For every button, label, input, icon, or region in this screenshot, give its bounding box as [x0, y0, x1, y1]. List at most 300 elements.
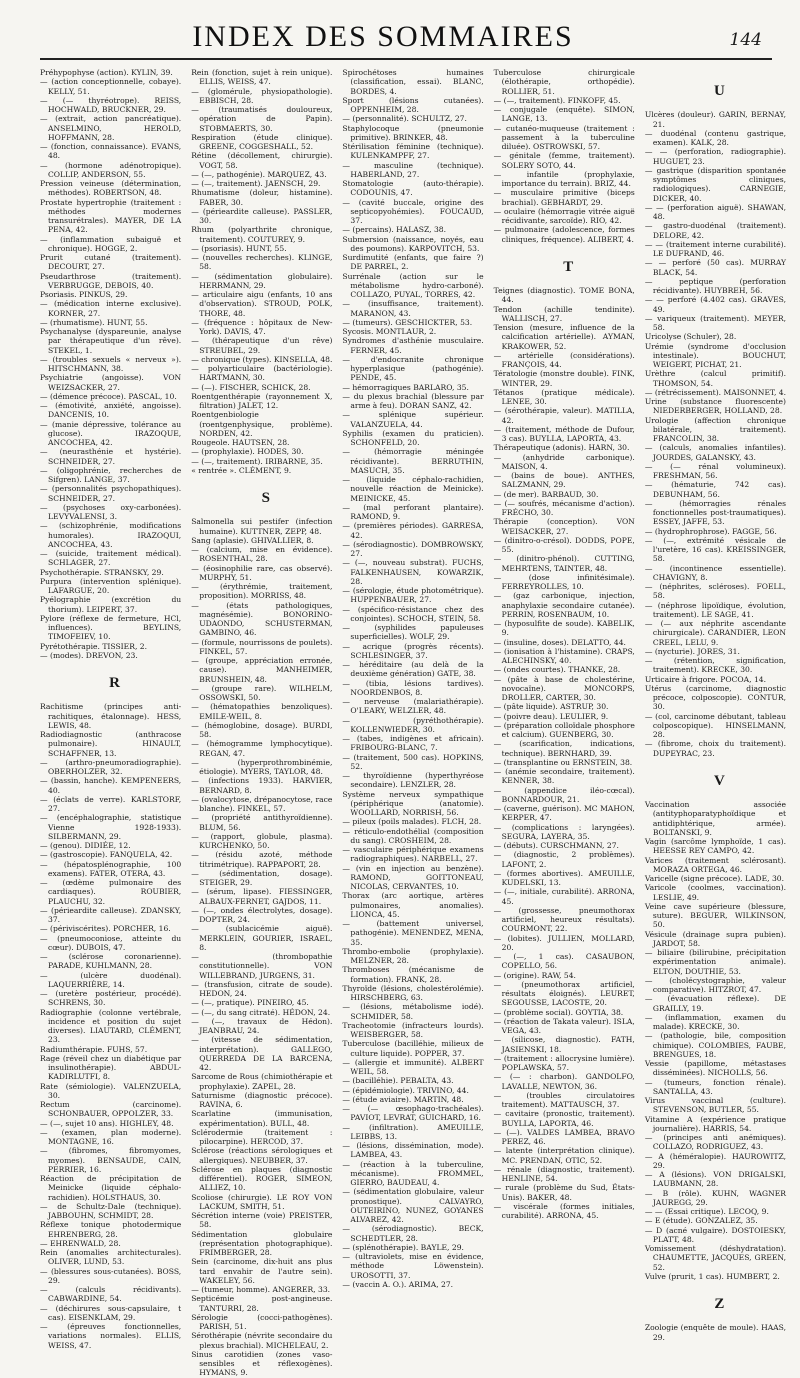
index-entry: — variqueux (traitement). MEYER, 58.	[644, 313, 787, 333]
section-letter: R	[109, 675, 121, 691]
index-entry: — (hyperprothrombinémie, étiologie). MYERS, TAYLOR, 48.	[191, 757, 333, 777]
index-entry: — (—). FISCHER, SCHICK, 28.	[191, 382, 311, 392]
index-entry: — (— œsophago-trachéales). PAVIOT, LEVRAT, GUICHARD, 16.	[342, 1104, 484, 1123]
index-entry: Septicémie post-angineuse. TANTURRI, 28.	[191, 1294, 333, 1313]
index-entry: — (traumatisés douloureux, opération de Papin). STOBMAERTS, 30.	[191, 105, 333, 133]
index-entry: Salmonella sui pestifer (infection humaine). KUTTNER, ZEPP, 48.	[191, 517, 333, 536]
index-entry: — cavitaire (pronostic, traitement). BUYLLA, LAPORTA, 46.	[493, 1109, 635, 1128]
index-entry: — (caverne, guérison). MC MAHON, KERPER, 47.	[493, 804, 635, 823]
index-entry: — (pyréthothérapie). KOLLENWIEDER, 30.	[342, 715, 484, 734]
index-entry: — (grossesse, pneumothorax artificiel, heureux résultats). COURMONT, 22.	[493, 905, 635, 934]
index-entry: — (hépatosplénographie, 100 examens). FATER, OTERA, 43.	[40, 859, 182, 878]
index-entry: Radiumthérapie. FUHS, 57.	[40, 1044, 148, 1054]
index-entry: — (—, 1 cas). CASAUBON, COPELLO, 56.	[493, 952, 635, 971]
index-entry: — D (acné vulgaire). DOSTOIESKY, PLATT, 48.	[644, 1225, 787, 1244]
section-letter: S	[261, 490, 270, 506]
index-column-5	[644, 68, 787, 1342]
index-entry: — (extrait, action pancréatique). ANSELMINO, HEROLD, HOFFMANN, 28.	[40, 114, 182, 142]
index-entry: Teignes (diagnostic). TOME BONA, 44.	[493, 286, 635, 305]
index-entry: — (premières périodes). GARRESA, 42.	[342, 521, 484, 540]
index-entry: Pyrétothérapie. TISSIER, 2.	[40, 641, 148, 651]
index-entry: — (périeardite calleuse). ZDANSKY, 37.	[40, 905, 182, 925]
index-entry: — (réaction de Takata valeur). ISLA, VEGA, 43.	[493, 1016, 635, 1036]
index-entry: Scoliose (chirurgie). LE ROY VON LACKUM, SMITH, 51.	[191, 1192, 333, 1211]
index-entry: Sclérodermie (traitement : pilocarpine). HERCOD, 37.	[191, 1127, 333, 1147]
page-title: INDEX DES SOMMAIRES	[192, 20, 574, 53]
index-entry: — thyroïdienne (hyperthyréose secondaire). LENZLER, 28.	[342, 771, 484, 790]
index-entry: — pulmonaire (adolescence, formes cliniques, fréquence). ALIBERT, 4.	[493, 225, 635, 244]
index-entry: — viscérale (formes initiales, curabilité). ARRONA, 45.	[493, 1201, 635, 1221]
index-entry: — (groupe rare). WILHELM, OSSOWSKI, 50.	[191, 683, 333, 703]
page-header	[40, 0, 786, 64]
index-entry: Tuberculose chirurgicale (élothérapie, orthopédie). ROLLIER, 51.	[493, 68, 635, 96]
index-entry: Syphilis (examen du praticien). SCHONFELD, 20.	[342, 428, 484, 447]
index-entry: — rurale (problème du Sud, États-Unis). BAKER, 48.	[493, 1183, 635, 1202]
index-entry: — vasculaire périphérique examens radiographiques). NARBELL, 27.	[342, 845, 484, 864]
index-entry: Sycosis. MONTLAUR, 2.	[342, 327, 437, 336]
index-entry: — (dinitro-o-crésol). DODDS, POPE, 55.	[493, 535, 635, 555]
index-entry: Sport (lésions cutanées). OPPENHEIM, 28.	[342, 95, 484, 114]
index-entry: — (ovalocytose, drépanocytose, race blanche). FINKEL, 57.	[191, 794, 333, 814]
index-entry: — (psoriasis). HUNT, 55.	[191, 243, 287, 253]
index-entry: Urticaire à frigore. POCOA, 14.	[644, 674, 767, 684]
index-entry: Zoologie (enquête de moule). HAAS, 29.	[644, 1323, 787, 1342]
index-entry: — (calculs, anomalies infantiles). JOURDES, GALANSKY, 43.	[644, 443, 787, 462]
index-entry: — (formes abortives). AMEUILLE, KUDELSKI, 13.	[493, 868, 635, 888]
index-entry: — A (héméralopie). HAUROWITZ, 29.	[644, 1151, 787, 1170]
section-letter: T	[563, 258, 574, 275]
index-entry: Rachitisme (principes anti-rachitiques, étalonnage). HESS, LEWIS, 48.	[40, 702, 182, 730]
section-letter: V	[713, 772, 725, 789]
index-entry: — (mal perforant plantaire). RAMOND, 9.	[342, 502, 484, 521]
index-entry: Stomatologie (auto-thérapie). CODOUNIS, 47.	[342, 179, 484, 198]
index-entry: — (rhumatisme). HUNT, 55.	[40, 317, 148, 327]
index-entry: Sérothérapie (névrite secondaire du plexus brachial). MICHELEAU, 2.	[191, 1331, 333, 1350]
index-entry: — (thrombopathie constitutionnelle). VON WILLEBRAND, JURGENS, 31.	[191, 952, 333, 980]
index-entry: — (scarification, indications, technique). BERNHARD, 39.	[493, 739, 635, 758]
index-entry: — hémorragiques BARLARO, 35.	[342, 382, 469, 392]
index-entry: — (manie dépressive, tolérance au glucose). IRAZOQUE, ANCOCHEA, 42.	[40, 419, 182, 447]
index-entry: — (réaction à la tuberculine, mécanisme). FROMMEL, GIERRO, BAUDEAU, 4.	[342, 1159, 484, 1187]
index-entry: — articulaire aigu (enfants, 10 ans d'observation). STROUD, POLK, THORE, 48.	[191, 290, 333, 318]
index-entry: — (spécifico-résistance chez des conjointes). SCHOCH, STEIN, 58.	[342, 604, 484, 623]
index-entry: — (traitement : allocrysine lumière). POPLAWSKA, 57.	[493, 1053, 635, 1073]
index-entry: Scarlatine (immunisation, expérimentation). BULL, 48.	[191, 1109, 333, 1128]
index-entry: Spirochétoses humaines (classification, essai). BLANC, BORDES, 4.	[342, 68, 484, 96]
index-entry: Prurit cutané (traitement). DECOURT, 27.	[40, 253, 182, 272]
index-entry: Pseudarthrose (traitement). VERBRUGGE, DEBOIS, 40.	[40, 271, 182, 290]
index-entry: Vessie (papillome, métastases disséminées). NICHOLLS, 56.	[644, 1059, 787, 1078]
index-entry: — (étude aviaire). MARTIN, 48.	[342, 1094, 464, 1104]
index-entry: Varices (traitement sclérosant). MORAZA ORTEGA, 46.	[644, 855, 787, 874]
index-entry: Sein (carcinome, dix-huit ans plus tard envahir de l'autre sein). WAKELEY, 56.	[191, 1257, 333, 1285]
index-entry: Tendon (achille tendinite). WALLISCH, 27.	[493, 304, 635, 323]
index-entry: Préhypophyse (action). KYLIN, 39.	[40, 68, 173, 77]
index-entry: — (lobites). JULLIEN, MOLLARD, 20.	[493, 933, 635, 952]
index-entry: Utérus (carcinome, diagnostic précoce, colposcopie). CONTUR, 30.	[644, 683, 787, 712]
index-entry: Thérapeutique (adonis). HARN, 30.	[493, 443, 630, 453]
index-entry: — (hyposulfite de soude). KABELIK, 9.	[493, 619, 635, 638]
index-entry: Vaccination associée (antityphoparatyphoïdique et antidiphtérique, armée). BOLTANSKI, 9.	[644, 800, 787, 837]
index-entry: Psoriasis. PINKUS, 29.	[40, 290, 128, 299]
index-entry: — (ultraviolets, mise en évidence, méthode Löwenstein). UROSOTTI, 37.	[342, 1252, 484, 1280]
index-entry: — (sublacicémie aiguë). MERKLEIN, GOURIER, ISRAEL, 8.	[191, 924, 333, 952]
index-entry: — (arthro-pneumoradiographie). OBERHOLZER, 32.	[40, 757, 182, 777]
index-entry: — (cholécystographie, valeur comparative). HITZROT, 47.	[644, 975, 787, 995]
index-entry: — (—, extrémité vésicale de l'uretère, 16 cas). KREISSINGER, 58.	[644, 535, 787, 564]
index-entry: Varicelle (signe précoce). LADE, 30.	[644, 874, 785, 884]
index-entry: Rhumatisme (doleur, histamine). FABER, 30.	[191, 188, 333, 207]
index-entry: Thérapie (conception). VON WEISACKER, 27.	[493, 517, 635, 536]
index-entry: Sérologie (cocci-pathogènes). PARISH, 51.	[191, 1312, 333, 1332]
index-entry: Urèthre (calcul primitif). THOMSON, 54.	[644, 369, 787, 388]
index-entry: — (fonction, connaissance). EVANS, 48.	[40, 142, 182, 161]
index-entry: Tétanos (pratique médicale). LENEE, 30.	[493, 387, 635, 407]
index-entry: Rectum (carcinome). SCHONBAUER, OPPOLZER, 33.	[40, 1100, 182, 1119]
index-entry: — (neurasthénie et hystérie). SCHNEIDER, 27.	[40, 447, 182, 466]
index-entry: Urologie (affection chronique bilatérale, traitement). FRANCOLIN, 38.	[644, 415, 787, 444]
index-entry: — (hormone adénotropique). COLLIP, ANDERSON, 55.	[40, 160, 182, 179]
section-letter: U	[713, 83, 725, 99]
index-entry: Virus vaccinal (culture). STEVENSON, BUTLER, 55.	[644, 1096, 787, 1115]
index-entry: — (infiltration). AMEUILLE, LEIBBS, 13.	[342, 1122, 484, 1141]
index-entry: — gastro-duodénal (traitement). DELORE, 42.	[644, 221, 787, 240]
index-entry: — réticulo-endothélial (composition du sang). CROSHEIM, 28.	[342, 826, 484, 845]
index-entry: Saturnisme (diagnostic précoce). RAVINA, 6.	[191, 1090, 333, 1110]
index-entry: — (inflammation subaiguë et chronique). HOGGE, 2.	[40, 234, 182, 253]
index-entry: — (splénothérapie). BAYLE, 29.	[342, 1242, 464, 1252]
index-entry: — (gastroscopie). FANQUELA, 42.	[40, 850, 173, 860]
index-entry: Sinus carotidien (zones vaso-sensibles et réflexogènes). HYMANS, 9.	[191, 1349, 333, 1378]
index-entry: — (sédimentation, dosage). STEIGER, 29.	[191, 868, 333, 888]
index-entry: — (prophylaxie). HODES, 30.	[191, 447, 304, 457]
index-entry: — (examen, plan moderne). MONTAGNE, 16.	[40, 1127, 182, 1147]
index-entry: — (transfusion, citrate de soude). HEDON, 24.	[191, 979, 333, 999]
index-entry: Veine cave supérieure (blessure, suture). BEGUER, WILKINSON, 50.	[644, 901, 787, 930]
index-entry: — (complications : laryngées). SEGURA, LAYERA, 35.	[493, 822, 635, 841]
index-entry: — (inflammation, examen du malade). KRECKE, 30.	[644, 1012, 787, 1032]
index-entry: Sédimentation globulaire (représentation photographique). FRIMBERGER, 28.	[191, 1229, 333, 1258]
index-entry: — (personnalité). SCHULTZ, 27.	[342, 114, 467, 124]
index-entry: — masculine (technique). HABERLAND, 27.	[342, 160, 484, 179]
index-entry: Staphylocoque (pneumonie primitive). BRINKER, 48.	[342, 123, 484, 142]
index-entry: — (pâte liquide). ASTRUP, 30.	[493, 702, 609, 712]
index-entry: Urémie (syndrome d'occlusion intestinale). BOUCHUT, WEIGERT, PICHAT, 21.	[644, 341, 787, 370]
index-entry: — conjugale (enquête). SIMON, LANGE, 13.	[493, 105, 635, 124]
index-entry: — (lésions, métabolisme iodé). SCHMIDER, 58.	[342, 1002, 484, 1021]
index-entry: — (—, nouveau substrat). FUCHS, FALKENHAUSEN, KOWARZIK, 28.	[342, 558, 484, 586]
index-entry: — (formule, nourrissons de poulets). FINKEL, 57.	[191, 637, 333, 656]
index-entry: — (—, initiale, curabilité). ARRONA, 45.	[493, 887, 635, 906]
index-entry: Uricolyse (Schuler), 28.	[644, 332, 737, 342]
index-entry: — (schizophrénie, modifications humorales). IRAZOQUI, ANCOCHEA, 43.	[40, 521, 182, 549]
index-entry: — cutanéo-muqueuse (traitement : passement à la tuberculine diluée). OSTROWSKI, 57.	[493, 123, 635, 151]
index-entry: — (incontinence essentielle). CHAVIGNY, 8.	[644, 563, 787, 582]
index-entry: — (propriété antithyroïdienne). BLUM, 56.	[191, 813, 333, 832]
index-entry: — (— thyréotrope). REISS, HOCHWALD, BRUCKNER, 29.	[40, 95, 182, 114]
index-entry: — (poivre deau). LEULIER, 9.	[493, 711, 609, 721]
index-entry: Respiration (étude clinique). GREENE, COGGESHALL, 52.	[191, 132, 333, 151]
index-entry: — (traitement, 500 cas). HOPKINS, 52.	[342, 752, 484, 771]
index-entry: — (de mer). BARBAUD, 30.	[493, 489, 599, 499]
index-entry: Sclérose (réactions sérologiques et allergiques). NEUBBER, 37.	[191, 1146, 333, 1165]
index-entry: — (troubles circulatoires traitement). MATTAUSCH, 37.	[493, 1090, 635, 1110]
index-entry: Submersion (naissance, noyés, eau des poumons). KARPOVITCH, 53.	[342, 234, 484, 253]
index-entry: — nerveuse (malariathérapie). O'LEARY, WELZLER, 48.	[342, 697, 484, 716]
index-entry: — (sérum, lipase). FIESSINGER, ALBAUX-FERNET, GAJDOS, 11.	[191, 887, 333, 906]
index-entry: Psychiatrie (angoisse). VON WEIZSACKER, 27.	[40, 373, 182, 392]
index-entry: Pyélographie (excrétion du thorium). LEIPERT, 37.	[40, 595, 182, 614]
index-entry: — (ulcère duodénal). LAQUERRIÈRE, 14.	[40, 970, 182, 989]
index-entry: — (problème social). GOYTIA, 38.	[493, 1007, 624, 1017]
index-entry: Sclérose en plaques (diagnostic différentiel). ROGER, SIMEON, ALLIEZ, 10.	[191, 1164, 333, 1193]
index-entry: — (psychoses oxy-carbonées). LEVYVALENSI, 3.	[40, 502, 182, 521]
index-entry: — (lésions, dissémination, mode). LAMBEA, 43.	[342, 1141, 484, 1160]
index-entry: — latente (interprétation clinique). MC. PRENDAN, OTIC, 52.	[493, 1146, 635, 1165]
index-entry: Rein (anomalies architecturales). OLIVER, LUND, 53.	[40, 1248, 182, 1267]
index-entry: — — perforé (4.402 cas). GRAVES, 49.	[644, 295, 787, 314]
index-entry: Vagin (sarcôme lymphoïde, 1 cas). HEESSE REY CAMPO, 42.	[644, 837, 787, 856]
index-entry: — artérielle (considérations). FRANÇOIS, 44.	[493, 350, 635, 370]
index-entry: Tuberculose (bacilléhie, milieux de culture liquide). POPPER, 37.	[342, 1039, 484, 1058]
index-entry: — (diagnostic, 2 problèmes). LAFONT, 2.	[493, 850, 635, 869]
index-entry: — (—, pratique). PINEIRO, 45.	[191, 998, 309, 1008]
index-entry: — (émotivité, anxiété, angoisse). DANCENIS, 10.	[40, 401, 182, 420]
index-entry: — (thérapeutique d'un rêve) STREUBEL, 29.	[191, 336, 333, 355]
index-entry: — (hydrophrophrose). FAGGE, 56.	[644, 526, 777, 536]
index-entry: — (— aux néphrite ascendante chirurgicale). CARANDIER, LEON CREEL, LELU, 9.	[644, 619, 787, 647]
index-entry: — (sclérose coronarienne). PARADE, KUHLMANN, 28.	[40, 952, 182, 971]
index-entry: — (épidémiologie). TRIVINO, 44.	[342, 1085, 469, 1095]
index-entry: — (traitement, méthode de Dufour, 3 cas). BUYLLA, LAPORTA, 43.	[493, 424, 635, 444]
index-entry: — (infections 1933). HARVIER, BERNARD, 8.	[191, 776, 333, 795]
index-entry: — (éosinophilie rare, cas observé). MURPHY, 51.	[191, 563, 333, 582]
index-entry: Purpura (intervention splénique). LAFARGUE, 20.	[40, 576, 182, 595]
index-column-1	[40, 68, 182, 1350]
index-entry: Varicole (coolmes, vaccination). LESLIE, 49.	[644, 883, 787, 902]
index-entry: Tracheotomie (infracteurs lourds). WEISBERGER, 58.	[342, 1020, 484, 1039]
index-entry: — (sérodiagnostic). DOMBROWSKY, 27.	[342, 539, 484, 558]
index-entry: — (hémogramme lymphocytique). REGAN, 47.	[191, 739, 333, 758]
index-entry: Thrombo-embolie (prophylaxie). MELZNER, 28.	[342, 946, 484, 965]
index-entry: — (hématopathies benzoliques). EMILE-WEIL, 8.	[191, 702, 333, 721]
index-entry: — (périviscérites). PORCHER, 16.	[40, 924, 171, 934]
index-entry: — (genou). DIDIÉE, 12.	[40, 841, 131, 851]
index-entry: Rein (fonction, sujet à rein unique). ELLIS, WEISS, 47.	[191, 68, 333, 87]
index-entry: — (groupe, appréciation erronée, cause). MANHEIMER, BRUNSHEIN, 48.	[191, 656, 333, 684]
index-entry: — (bacilléhie). PEBALTA, 43.	[342, 1076, 454, 1086]
index-entry: — — (perforation, radiographie). HUGUET, 23.	[644, 147, 787, 166]
index-entry: Roentgenthérapie (rayonnement X, filtration) JALET, 12.	[191, 391, 333, 410]
index-column-4	[493, 68, 635, 1221]
index-entry: — polyarticulaire (bactériologie). HARTMANN, 30.	[191, 364, 333, 383]
index-entry: — (préparation colloïdale phosphore et calcium). GUENBERG, 30.	[493, 720, 635, 740]
index-entry: — (transplantine ou ERNSTEIN, 38.	[493, 757, 633, 767]
index-entry: Réflexe tonique photodermique EHRENBERG, 28.	[40, 1220, 182, 1239]
index-entry: — (pneumothorax artificiel, résultats éloignés). LEURET, SEGOUSSE, LACOSTE, 20.	[493, 979, 635, 1008]
index-entry: — (glomérule, physiopathologie). EBBISCH, 28.	[191, 86, 333, 105]
index-entry: — (pâte à base de cholestérine, novocaïne). MONCORPS, DROLLER, CARTER, 30.	[493, 674, 635, 703]
index-entry: Ulcères (douleur). GARIN, BERNAY, 21.	[644, 110, 787, 129]
index-entry: — — (perforation aiguë). SHAWAN, 48.	[644, 202, 787, 222]
index-entry: — (—, travaux de Hédon). JEANBRAU, 24.	[191, 1016, 333, 1036]
index-entry: Sang (aplasie). GHIVALLIER, 8.	[191, 535, 314, 545]
index-entry: — — (Essai critique). LECOQ, 9.	[644, 1207, 769, 1217]
index-entry: Surdimutité (enfants, que faire ?) DE PARREL, 2.	[342, 253, 484, 272]
index-entry: — (déchirures sous-capsulaire, t cas). EISENKLAM, 29.	[40, 1303, 182, 1322]
index-entry: — (tumeurs, fonction rénale). SANTALLA, 43.	[644, 1077, 787, 1096]
index-entry: — (résidu azoté, méthode titrimétrique). RAPPAPORT, 28.	[191, 850, 333, 869]
index-entry: — (fibrome, choix du traitement). DUPEYRAC, 23.	[644, 739, 787, 758]
index-entry: — (nouvelles recherches). KLINGE, 58.	[191, 253, 333, 272]
index-entry: Pression veineuse (détermination, méthodes). ROBERTSON, 48.	[40, 179, 182, 198]
index-entry: — — perforé (50 cas). MURRAY BLACK, 54.	[644, 258, 787, 277]
index-entry: — (battement universel, pathogénie). MENENDEZ, MENA, 35.	[342, 919, 484, 947]
index-entry: — EHRENWALD, 28.	[40, 1238, 121, 1248]
index-entry: — (gaz carbonique, injection, anaphylaxie secondaire cutanée). PERRIN, ROSENBAUM, 10.	[493, 591, 635, 619]
index-entry: Rhum (polyarthrite chronique, traitement). COUTUREY, 9.	[191, 225, 333, 244]
index-entry: — (hémoglobine, dosage). BURDI, 58.	[191, 720, 333, 740]
index-entry: — (personnalités psychopathiques). SCHNEIDER, 27.	[40, 484, 182, 503]
index-entry: Stérilisation féminine (technique). KULENKAMPFF, 27.	[342, 142, 484, 161]
index-entry: Rate (sémiologie). VALENZUELA, 30.	[40, 1081, 182, 1100]
index-entry: — (percains). HALASZ, 38.	[342, 225, 447, 235]
index-entry: Psychanalyse (dyspareunie, analyse par thérapeutique d'un rêve). STEKEL, 1.	[40, 327, 182, 355]
index-entry: — (bassin, hanche). KEMPENEERS, 40.	[40, 776, 182, 795]
index-entry: — chronique (types). KINSELLA, 48.	[191, 354, 333, 364]
index-entry: Radiodiagnostic (anthracose pulmonaire). HINAULT, SCHAFFNER, 13.	[40, 730, 182, 758]
index-entry: Thyroïde (lésions, cholestérolémie). HIRSCHBERG, 63.	[342, 983, 484, 1002]
index-entry: — A (lésions). VON DRIGALSKI, LAUBMANN, 28.	[644, 1170, 787, 1189]
index-entry: — (silicose, diagnostic). FATH, JASIENSKI, 18.	[493, 1035, 635, 1054]
index-entry: — (bains de boue). ANTHES, SALZMANN, 29.	[493, 471, 635, 490]
index-entry: Tératologie (monstre double). FINK, WINTER, 29.	[493, 369, 635, 388]
index-entry: — (dinitro-phénol). CUTTING, MEHRTENS, TAINTER, 48.	[493, 554, 635, 573]
header-rule	[40, 58, 772, 60]
index-entry: Thorax (arc aortique, artères pulmonaires, anomalies). LIONCA, 45.	[342, 891, 484, 919]
index-entry: — biliaire (bilirubine, précipitation expérimentation animale). ELTON, DOUTHIE, 53.	[644, 948, 787, 976]
index-entry: — (périeardite calleuse). PASSLER, 30.	[191, 206, 333, 225]
index-entry: — (démence précoce). PASCAL, 10.	[40, 391, 177, 401]
index-entry: — (dose infinitésimale). FERREYROLLES, 10.	[493, 572, 635, 592]
index-entry: Psychothérapie. STRANSKY, 29.	[40, 567, 164, 577]
index-entry: — (syphilides papuleuses superficielles). WOLF, 29.	[342, 623, 484, 642]
index-entry: — (sédimentation globulaire). HERRMANN, 29.	[191, 271, 333, 290]
index-entry: — (action conceptionnelle, cobaye). KELLY, 51.	[40, 77, 182, 96]
index-entry: — (blessures sous-cutanées). BOSS, 29.	[40, 1266, 182, 1285]
index-entry: — (—, traitement). IRIBARNE, 35.	[191, 456, 323, 466]
index-entry: Pylore (réflexe de fermeture, HCl, influences). BEYLINS, TIMOFEIEV, 10.	[40, 613, 182, 642]
index-entry: — (troubles sexuels « nerveux »). HITSCHMANN, 38.	[40, 354, 182, 373]
index-entry: — musculaire primitive (biceps brachial). GEBHARDT, 29.	[493, 188, 635, 207]
index-entry: Rougeole. HAUTSEN, 28.	[191, 438, 290, 447]
index-entry: — (calculs récidivants). CABWARDINE, 54.	[40, 1285, 182, 1304]
index-entry: — (tabes, indigènes et africain). FRIBOURG-BLANC, 7.	[342, 734, 484, 753]
index-entry: — rénale (diagnostic, traitement). HENLINE, 54.	[493, 1164, 635, 1184]
index-entry: — (liquide céphalo-rachidien, nouvelle réaction de Meinicke). MEINICKE, 45.	[342, 475, 484, 503]
index-entry: Roentgenbiologie (roentgenphysique, problème). NORDEN, 42.	[191, 410, 333, 438]
index-entry: — (pneumoconiose, atteinte du cœur). DUBOIS, 47.	[40, 933, 182, 952]
index-column-2	[191, 68, 333, 1378]
index-entry: — oculaire (hémorragie vitrée aiguë récidivante, sarcoïde). RIO, 42.	[493, 206, 635, 225]
index-entry: — (hémorragies rénales fonctionnelles post-traumatiques). ESSEY, JAFFE, 53.	[644, 498, 787, 527]
index-entry: — (calcium, mise en évidence). ROSENTHAL, 28.	[191, 545, 333, 564]
index-column-3	[342, 68, 484, 1289]
index-entry: — (rapport, globule, plasma). KURCHENKO, 50.	[191, 831, 333, 851]
index-entry: — héréditaire (au delà de la deuxième génération) GATE, 38.	[342, 660, 484, 679]
index-entry: — acrique (progrès récents). SCHLESINGER, 37.	[342, 641, 484, 660]
index-entry: Système nerveux sympathique (périphérique (anatomie). WOOLLARD, NORRISH, 56.	[342, 789, 484, 817]
index-entry: — (ionisation à l'histamine). CRAPS, ALECHINSKY, 40.	[493, 646, 635, 666]
index-entry: — (sédimentation globulaire, valeur pronostique). CALVAYRO, OUTEIRINO, NUNEZ, GOYANES ALVAREZ, 42.	[342, 1187, 484, 1224]
index-entry: — — (traitement interne curabilité). LE DUFRAND, 46.	[644, 239, 787, 259]
index-entry: Vésicule (drainage supra pubien). JARDOT, 58.	[644, 929, 787, 948]
index-entry: Surrénale (action sur le métabolisme hydro-carboné). COLLAZO, PUYAL, TORRES, 42.	[342, 271, 484, 299]
section-letter: Z	[714, 1296, 725, 1313]
index-entry: — (épreuves fonctionnelles, variations normales). ELLIS, WEISS, 47.	[40, 1322, 182, 1350]
index-entry: — (hémorragie méningée récidivante). BERRUTHIN, MASUCH, 35.	[342, 447, 484, 475]
index-entry: — (—, pathogénie). MARQUEZ, 43.	[191, 169, 327, 179]
index-entry: — (sérothérapie, valeur). MATILLA, 42.	[493, 406, 635, 425]
index-entry: — (anhydride carbonique). MAISON, 4.	[493, 452, 635, 471]
index-entry: — (nycturie). JORES, 31.	[644, 646, 740, 656]
index-columns	[40, 68, 787, 1378]
index-entry: — (—). VALDES LAMBEA, BRAVO PEREZ, 46.	[493, 1127, 635, 1147]
index-entry: — (tibia, lésions tardives). NOORDENBOS, 8.	[342, 678, 484, 697]
index-entry: — (vin en injection au benzène). RAMOND, GOITTONEAU, NICOLAS, CERVANTES, 10.	[342, 863, 484, 891]
index-entry: — (anémie secondaire, traitement). KENNER, 38.	[493, 767, 635, 786]
index-entry: — pileux (poils malades). FLCH, 28.	[342, 817, 482, 827]
index-entry: — (suicide, traitement médical). SCHLAGER, 27.	[40, 549, 182, 568]
index-entry: Vomissement (déshydratation). CHAUMETTE, JACQUES, GREEN, 52.	[644, 1244, 787, 1272]
index-entry: Radiographie (colonne vertébrale, incidence et position du sujet diverses). LIAUTARD, CLÉMENT, 23.	[40, 1007, 182, 1045]
index-entry: — (— : charbon). GANDOLFO, LAVALLE, NEWTON, 36.	[493, 1072, 635, 1091]
index-entry: — (—, traitement). FINKOFF, 45.	[493, 95, 621, 105]
index-entry: — (sérodiagnostic). BECK, SCHEDTLER, 28.	[342, 1224, 484, 1243]
index-entry: — (éclats de verre). KARLSTORF, 27.	[40, 794, 182, 814]
index-entry: — (origine). RAW, 54.	[493, 970, 576, 980]
index-entry: — (appendice iléo-cœcal). BONNARDOUR, 21.	[493, 785, 635, 804]
index-entry: — E (étude). GONZALEZ, 35.	[644, 1216, 758, 1226]
index-entry: — (médication interne exclusive). KORNER, 27.	[40, 299, 182, 318]
index-entry: Rage (réveil chez un diabétique par insulinothérapie). ABDUL-KADIRLUTFI, 8.	[40, 1053, 182, 1082]
index-entry: Prostate hypertrophie (traitement : méthodes modernes transurétrales). MAYER, DE LA PENA, 42.	[40, 197, 182, 235]
index-entry: — (insuline, doses). DELATTO, 44.	[493, 637, 626, 647]
index-entry: — (fibromes, fibromyomes, myomes). BENSAUDE, CAIN, PERRIER, 16.	[40, 1146, 182, 1174]
index-entry: — (érythrémie, traitement, proposition). MORRISS, 48.	[191, 582, 333, 601]
index-entry: Vulve (prurit, 1 cas). HUMBERT, 2.	[644, 1271, 780, 1281]
index-entry: — (oligophrénie, recherches de Sifgren). LANGE, 37.	[40, 465, 182, 484]
index-entry: — (— soufrés, mécanisme d'action). FRÉCHO, 30.	[493, 498, 635, 518]
index-entry: — (néphrose lipoïdique, évolution, traitement). LE SAGE, 41.	[644, 600, 787, 619]
index-entry: — (principes anti anémiques). COLLAZO, RODRIGUEZ, 43.	[644, 1133, 787, 1152]
index-entry: — d'endocranite chronique hyperplasique (pathogénie). PENDE, 45.	[342, 354, 484, 383]
index-entry: Réaction de précipitation de Meinicke (liquide céphalo-rachidien). HOLSTHAUS, 30.	[40, 1174, 182, 1202]
index-entry: — (sérologie, étude photométrique). HUPPENBAUER, 27.	[342, 586, 484, 605]
index-entry: — splénique supérieur. VALANZUELA, 44.	[342, 410, 484, 429]
index-entry: — (—, sujet 10 ans). HIGHLEY, 48.	[40, 1118, 174, 1128]
index-entry: — (fréquence : hôpitaux de New-York). DAVIS, 47.	[191, 317, 333, 336]
index-entry: Sécrétion interne (voie) PREISTER, 58.	[191, 1211, 333, 1230]
index-entry: — du plexus brachial (blessure par arme à feu). DORAN SANZ, 42.	[342, 391, 484, 410]
index-entry: — (— rénal volumineux). FRESHMAN, 56.	[644, 461, 787, 481]
index-entry: — (uretère postérieur, procédé). SCHRENS, 30.	[40, 989, 182, 1008]
index-entry: — (tumeur, homme). ANGERER, 33.	[191, 1285, 331, 1295]
index-entry: — (modes). DREVON, 23.	[40, 650, 138, 660]
index-entry: — (évacuation réflexe). DE GRAILLY, 19.	[644, 994, 787, 1013]
index-entry: — (—, ondes électrolytes, dosage). DOPTER, 24.	[191, 905, 333, 925]
index-entry: — (—, traitement). JAENSCH, 29.	[191, 179, 321, 188]
